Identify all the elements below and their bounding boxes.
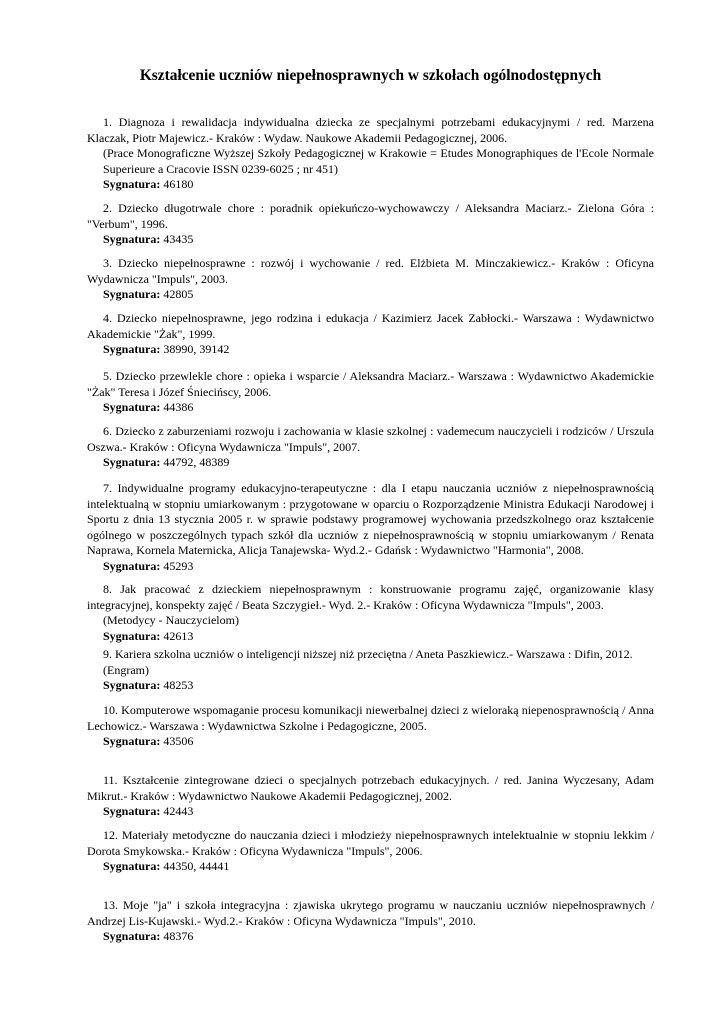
signature-label: Sygnatura:: [103, 342, 161, 356]
entry-text: 10. Komputerowe wspomaganie procesu komunikacji niewerbalnej dzieci z wieloraką niepenosprawnością / Anna Lechowicz.- Warszawa : Wydawnictwa Szkolne i Pedagogiczne, 2005.: [87, 703, 654, 733]
entry-text: 1. Diagnoza i rewalidacja indywidualna dziecka ze specjalnymi potrzebami edukacyjnymi / red. Marzena Klaczak, Piotr Majewicz.- Kraków : Wydaw. Naukowe Akademii Pedagogicznej, 2006.: [87, 115, 654, 145]
entry-text: 12. Materiały metodyczne do nauczania dzieci i młodzieży niepełnosprawnych intelektualnie w stopniu lekkim / Dorota Smykowska.- Kraków : Oficyna Wydawnicza "Impuls", 2006.: [87, 828, 654, 858]
entry-signature: [87, 678, 654, 694]
entry-signature: [87, 929, 654, 945]
signature-label: Sygnatura:: [103, 400, 161, 414]
signature-value: 46180: [163, 177, 194, 191]
signature-value: 48253: [163, 678, 194, 692]
signature-label: Sygnatura:: [103, 804, 161, 818]
entry-text: 7. Indywidualne programy edukacyjno-terapeutyczne : dla I etapu nauczania uczniów z niepełnosprawnością intelektualną w stopniu umiarkowanym : przygotowane w oparciu o Rozporządzenie Ministra Edukacji Narodowej i Sportu z dnia 13 stycznia 2005 r. w sprawie podstawy programowej wychowania przedszkolnego oraz kształcenie ogólnego w poszczególnych typach szkół dla uczniów z niepełnosprawnością w stopniu umiarkowanym / Renata Naprawa, Kornela Maternicka, Alicja Tanajewska- Wyd.2.- Gdańsk : Wydawnictwo "Harmonia", 2008.: [87, 481, 654, 557]
signature-value: 44792, 48389: [163, 455, 230, 469]
signature-value: 45293: [163, 558, 194, 573]
page-title: Kształcenie uczniów niepełnosprawnych w szkołach ogólnodostępnych: [139, 67, 602, 84]
entry-text: 3. Dziecko niepełnosprawne : rozwój i wychowanie / red. Elżbieta M. Minczakiewicz.- Kraków : Oficyna Wydawnicza "Impuls", 2003.: [87, 256, 654, 286]
entry-text: 13. Moje "ja" i szkoła integracyjna : zjawiska ukrytego programu w nauczaniu uczniów niepełnosprawnych / Andrzej Lis-Kujawski.- Wyd.2.- Kraków : Oficyna Wydawnicza "Impuls", 2010.: [87, 898, 654, 928]
entry-signature: [87, 177, 654, 193]
entry-series: (Metodycy - Nauczycielom): [103, 613, 239, 627]
signature-value: 42443: [163, 804, 194, 818]
entry-signature: [87, 629, 654, 645]
bibliography-entry: [87, 201, 654, 248]
entry-text: 11. Kształcenie zintegrowane dzieci o specjalnych potrzebach edukacyjnych. / red. Janina Wyczesany, Adam Mikrut.- Kraków : Wydawnictwo Naukowe Akademii Pedagogicznej, 2002.: [87, 773, 654, 803]
bibliography-entry: [87, 369, 654, 416]
signature-value: 48376: [163, 929, 194, 943]
signature-label: Sygnatura:: [103, 859, 161, 873]
signature-label: Sygnatura:: [103, 734, 161, 748]
bibliography-entry: [87, 828, 654, 875]
entry-signature: [87, 559, 654, 575]
bibliography-entry: [87, 481, 654, 574]
bibliography-entry: [87, 256, 654, 303]
signature-value: 42805: [163, 287, 194, 301]
entry-series: (Prace Monograficzne Wyższej Szkoły Pedagogicznej w Krakowie = Etudes Monographiques de l'Ecole Normale Superieure a Cracovie ISSN 0239-6025 ; nr 451): [103, 146, 654, 176]
signature-label: Sygnatura:: [103, 628, 161, 643]
bibliography-entry: [87, 424, 654, 471]
bibliography-entry: [87, 898, 654, 945]
entry-series: (Engram): [103, 662, 149, 677]
signature-label: Sygnatura:: [103, 177, 161, 191]
entry-signature: [87, 734, 654, 750]
entry-signature: [87, 400, 654, 416]
entry-signature: [87, 232, 654, 248]
signature-value: 44386: [163, 400, 194, 414]
entry-signature: [87, 287, 654, 303]
signature-value: 43435: [163, 232, 194, 246]
entry-signature: [87, 455, 654, 471]
entry-text: 4. Dziecko niepełnosprawne, jego rodzina i edukacja / Kazimierz Jacek Zabłocki.- Warszawa : Wydawnictwo Akademickie "Żak", 1999.: [87, 311, 654, 341]
entry-signature: [87, 342, 654, 358]
entry-text: 6. Dziecko z zaburzeniami rozwoju i zachowania w klasie szkolnej : vademecum nauczycieli i rodziców / Urszula Oszwa.- Kraków : Oficyna Wydawnicza "Impuls", 2007.: [87, 424, 654, 454]
bibliography-entry: [87, 115, 654, 193]
signature-label: Sygnatura:: [103, 287, 161, 301]
signature-value: 38990, 39142: [163, 342, 230, 356]
entry-text: 2. Dziecko długotrwale chore : poradnik opiekuńczo-wychowawczy / Aleksandra Maciarz.- Zielona Góra : "Verbum", 1996.: [87, 201, 654, 231]
signature-value: 43506: [163, 734, 194, 748]
bibliography-entry: [87, 647, 654, 694]
entry-text: 5. Dziecko przewlekle chore : opieka i wsparcie / Aleksandra Maciarz.- Warszawa : Wydawnictwo Akademickie "Żak" Teresa i Józef Śniecińscy, 2006.: [87, 369, 654, 399]
signature-label: Sygnatura:: [103, 929, 161, 943]
signature-label: Sygnatura:: [103, 232, 161, 246]
entry-text: 9. Kariera szkolna uczniów o inteligencji niższej niż przeciętna / Aneta Paszkiewicz.- Warszawa : Difin, 2012.: [103, 647, 633, 661]
bibliography-entry: [87, 311, 654, 358]
signature-label: Sygnatura:: [103, 558, 161, 573]
signature-value: 44350, 44441: [163, 859, 230, 873]
bibliography-entry: [87, 703, 654, 750]
bibliography-entry: [87, 773, 654, 820]
entry-signature: [87, 804, 654, 820]
entry-signature: [87, 859, 654, 875]
signature-value: 42613: [163, 628, 194, 643]
entry-text: 8. Jak pracować z dzieckiem niepełnosprawnym : konstruowanie programu zajęć, organizowanie klasy integracyjnej, konspekty zajęć / Beata Szczygieł.- Wyd. 2.- Kraków : Oficyna Wydawnicza "Impuls", 2003.: [87, 582, 654, 612]
signature-label: Sygnatura:: [103, 455, 161, 469]
bibliography-entry: [87, 582, 654, 644]
signature-label: Sygnatura:: [103, 678, 161, 692]
